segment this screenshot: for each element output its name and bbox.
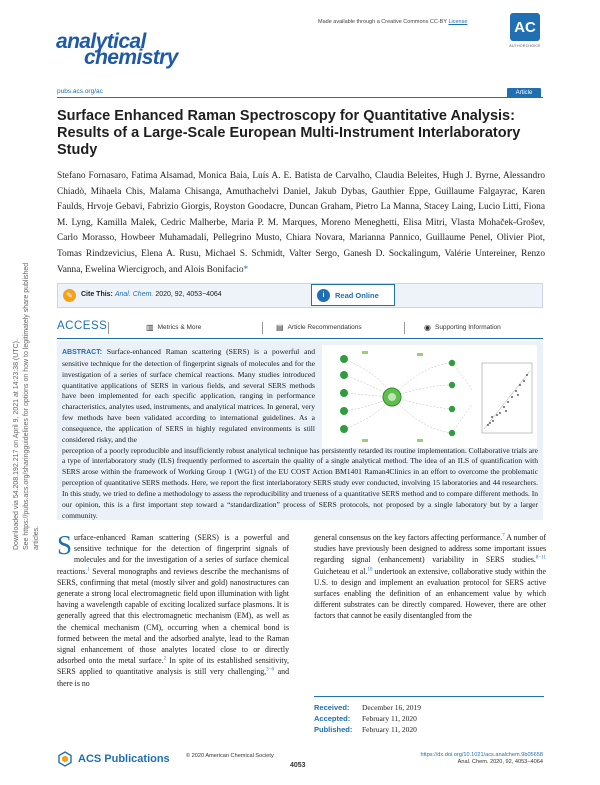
access-label: ACCESS: [57, 320, 108, 332]
access-separator: [108, 322, 109, 334]
abstract-heading: ABSTRACT:: [62, 349, 103, 356]
access-divider: [57, 338, 543, 339]
intro-text-6: A number of studies have previously been designed to address some important issues regarding signal (enhancement) variability in SERS studies.: [314, 533, 546, 565]
page-number: 4053: [290, 762, 306, 769]
header-divider: [57, 97, 543, 98]
journal-logo-line1: analytical: [56, 30, 146, 53]
publisher-name: ACS Publications: [78, 753, 170, 765]
license-note-text: Made available through a Creative Commons CC-BY: [318, 19, 449, 25]
history-date: February 11, 2020: [362, 713, 417, 723]
journal-logo[interactable]: [56, 30, 178, 70]
reference-link[interactable]: 3−6: [266, 667, 274, 673]
read-online-icon: i: [317, 289, 330, 302]
supporting-info-label: Supporting Information: [434, 324, 501, 331]
history-received: [314, 703, 544, 714]
author-choice-badge: AC: [510, 13, 540, 41]
reference-link[interactable]: 2: [163, 656, 167, 662]
history-date: December 16, 2019: [362, 703, 421, 712]
journal-url-link[interactable]: pubs.acs.org/ac: [57, 88, 103, 95]
history-label: Published:: [314, 724, 353, 734]
cite-details: 2020, 92, 4053−4064: [155, 291, 222, 298]
intro-text-5: general consensus on the key factors affecting performance.: [314, 533, 503, 542]
abstract-part1: Surface-enhanced Raman scattering (SERS) is a powerful and sensitive technique for the detection of fingerprint signals of molecules and for the investigation of a series of surface chemical reactions. Many studies introduced quantitative applications of SERS in various fields, and several SERS methods have been implemented for each specific application, ranging in performance characteristics, analytes used, instruments, and analytical matrices. In general, very few methods have been validated according to international guidelines. As a consequence, the application of SERS in highly regulated environments is still considered risky, and the: [62, 347, 315, 444]
intro-text-2: Several monographs and reviews describe the mechanisms of SERS, confirming that metal (mostly silver and gold) nanostructures can generate a strong local electromagnetic field upon illumination with light having a wavelength capable of exciting localized surface plasmons. It is generally agreed that this electromagnetic mechanism (EM), as well as the chemical mechanism (CM), occurring when a chemical bond is formed between the metal and the adsorbed analyte, lead to the Raman signal enhancement of those analytes located close to or directly adsorbed onto the metal surface.: [57, 566, 289, 666]
abstract-part2: perception of a poorly reproducible and insufficiently robust analytical technique has persistently retarded its routine implementation. Collaborative trials are a type of interlaboratory study (ILS) frequently performed to ascertain the quality of a single analytical method. The idea of an ILS of quantification with SERS arose within the framework of Working Group 1 (WG1) of the EU COST Action BM1401 Raman4Clinics in an effort to overcome the problematic perception of quantitative SERS methods. Here, we report the first interlaboratory SERS study ever conducted, involving 15 laboratories and 44 researchers. In this study, we tried to define a methodology to assess the reproducibility and trueness of a quantitative SERS method and to compare different methods. In our opinion, this is a first important step toward a “standardization” process of SERS protocols, not proposed by a single laboratory but by a larger community.: [62, 445, 538, 520]
intro-text-7: Guicheteau et al.: [314, 566, 368, 576]
read-online-label: Read Online: [335, 290, 379, 300]
read-online-button[interactable]: [311, 284, 395, 306]
drop-cap: S: [57, 530, 73, 560]
reference-link[interactable]: 10: [367, 567, 373, 572]
recommendations-label: Article Recommendations: [287, 324, 362, 331]
body-column-left: [57, 532, 289, 689]
history-published: [314, 725, 544, 736]
copyright: © 2020 American Chemical Society: [186, 753, 274, 759]
history-date: February 11, 2020: [362, 724, 417, 734]
license-link[interactable]: License: [448, 19, 468, 25]
sharing-guidelines-link[interactable]: See https://pubs.acs.org/sharingguidelines for options on how to legitimately share published articles.: [23, 262, 40, 550]
corresponding-author-mark[interactable]: *: [243, 264, 249, 275]
access-separator: [404, 322, 405, 334]
author-choice-caption: AUTHORCHOICE: [509, 44, 541, 48]
cite-journal-link[interactable]: Anal. Chem.: [114, 291, 154, 298]
journal-citation: Anal. Chem. 2020, 92, 4053−4064: [457, 759, 543, 765]
document-icon: ▤: [276, 323, 284, 332]
metrics-link[interactable]: [146, 323, 201, 332]
intro-text-3: In spite of its established sensitivity, SERS applied to quantitative analysis is still very challenging,: [57, 656, 289, 677]
calibration-plot: [482, 363, 532, 433]
bar-chart-icon: ▥: [146, 323, 154, 332]
metrics-label: Metrics & More: [157, 324, 202, 331]
supporting-info-icon: ◉: [424, 323, 431, 332]
author-names: Stefano Fornasaro, Fatima Alsamad, Monica Baia, Luís A. E. Batista de Carvalho, Claudia Beleites, Hugh J. Byrne, Alessandro Chiadò, Mihaela Chis, Malama Chisanga, Amuthachelvi Daniel, Jakub Dybas, Gauthier Eppe, Guillaume Falgayrac, Karen Faulds, Hrvoje Gebavi, Fabrizio Giorgis, Royston Goodacre, Duncan Graham, Pietro La Manna, Stacey Laing, Lucio Litti, Fiona M. Lyng, Kamilla Malek, Cedric Malherbe, Maria P. M. Marques, Moreno Meneghetti, Elisa Mitri, Vlasta Mohaček-Grošev, Carlo Morasso, Howbeer Muhamadali, Pellegrino Musto, Chiara Novara, Marianna Pannico, Guillaume Penel, Olivier Piot, Tomas Rindzevicius, Elena A. Rusu, Michael S. Schmidt, Valter Sergo, Ganesh D. Sockalingum, Valérie Untereiner, Renzo Vanna, Ewelina Wiercigroch, and Alois Bonifacio: [57, 171, 545, 275]
acs-hexagon-icon: [57, 751, 73, 767]
intro-text-1: urface-enhanced Raman scattering (SERS) is a powerful and sensitive technique for the detection of fingerprint signals of molecules and for the investigation of a series of surface chemical reactions.: [57, 533, 289, 576]
journal-logo-line2: chemistry: [84, 46, 178, 70]
recommendations-link[interactable]: [276, 323, 362, 332]
article-history: [314, 696, 544, 735]
article-type-badge: Article: [507, 88, 541, 98]
abstract-first-part: [62, 347, 315, 446]
toc-graphic: [322, 345, 537, 448]
article-title: Surface Enhanced Raman Spectroscopy for Quantitative Analysis: Results of a Large-Scale European Multi-Instrument Interlaboratory Study: [57, 108, 521, 158]
cite-text: [81, 291, 222, 298]
author-list: [57, 169, 545, 278]
reference-link[interactable]: 1: [87, 567, 90, 572]
cite-label: Cite This:: [81, 291, 113, 298]
history-label: Accepted:: [314, 713, 351, 723]
lab-network-diagram: [340, 351, 472, 442]
intro-text-8: undertook an extensive, collaborative study within the U.S. to design and implement an evaluation protocol for SERS active surfaces enabling the definition of an enhancement value by which different substrates can be directly compared. However, there are other factors that cannot be easily disentangled from the: [314, 566, 547, 621]
history-label: Received:: [314, 703, 350, 712]
cite-icon: ✎: [63, 289, 76, 302]
reference-link[interactable]: 8−11: [535, 555, 546, 561]
download-margin-note: [12, 240, 38, 550]
reference-link[interactable]: 7: [502, 533, 505, 539]
access-separator: [262, 322, 263, 334]
supporting-info-link[interactable]: [424, 323, 501, 332]
history-accepted: [314, 714, 544, 725]
intro-text-4: and there is no: [57, 667, 289, 688]
download-info: Downloaded via 54.208.192.217 on April 9, 2021 at 14:23:38 (UTC).: [13, 339, 20, 550]
body-column-right: [314, 532, 546, 622]
license-note: [318, 19, 467, 25]
doi-link[interactable]: https://dx.doi.org/10.1021/acs.analchem.9b05658: [420, 752, 543, 758]
acs-publications-logo[interactable]: [57, 751, 170, 767]
